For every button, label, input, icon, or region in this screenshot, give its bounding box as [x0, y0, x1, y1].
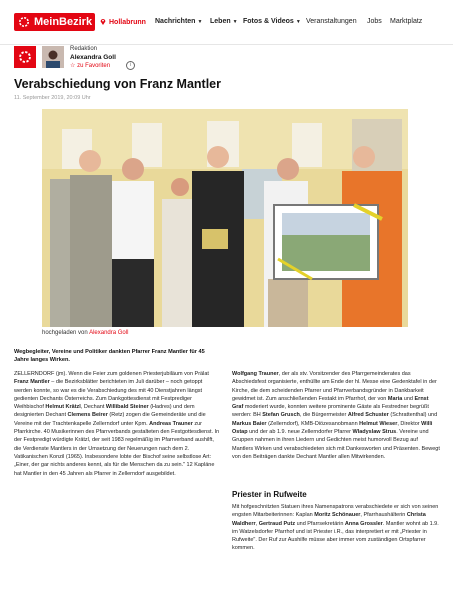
location-label: Hollabrunn [109, 19, 146, 26]
logo-text: MeinBezirk [34, 16, 93, 28]
chevron-down-icon: ▼ [295, 19, 301, 25]
person-name: Maria [387, 395, 403, 402]
publisher-logo-icon [14, 46, 36, 68]
body-text: , der als stv. Vorsitzender des Pfarrgemeinderates das Abschiedsfest organisierte, enthüllte am Ende der hl. Messe eine Gedenktafel in der Kirche, die dem scheidenden Pfarrer und Pfarrverbandsgründer in Dankbarkeit gewidmet ist. Zum anschließenden Festakt im Pfarrhof, der von [232, 371, 437, 402]
person-name: Clemens Beirer [67, 412, 108, 419]
body-text: und der ab 1.9. neue Zellerndorfer Pfarrer [247, 429, 353, 436]
person-name: Franz Mantler [14, 379, 50, 386]
person-name: Anna Grossler [344, 520, 383, 527]
photo-caption [42, 330, 128, 336]
location-link[interactable] [100, 18, 146, 26]
person-name: Wolfgang Trauner [232, 371, 279, 377]
info-icon[interactable]: i [126, 61, 135, 70]
caption-prefix: hochgeladen von [42, 330, 88, 336]
person-name: Markus Baier [232, 420, 267, 427]
person-name: Helmut Wieser [359, 420, 398, 427]
section-heading: Priester in Rufweite [232, 490, 307, 499]
body-text: ZELLERNDORF (jm). Wenn die Feier zum goldenen Priesterjubiläum von Prälat [14, 371, 209, 377]
nav-item-veranstaltungen[interactable] [306, 18, 357, 25]
favorite-label: zu Favoriten [77, 63, 111, 69]
logo-mark-icon [17, 15, 31, 29]
person-name: Willi Ostap [232, 420, 433, 436]
caption-author-link[interactable]: Alexandra Goll [89, 330, 129, 336]
location-pin-icon [100, 18, 106, 25]
nav-item-leben[interactable] [210, 18, 238, 25]
person-name: Helmut Krätzl [45, 404, 81, 411]
body-text: (Hadres) und dem designierten Dechant [14, 404, 195, 419]
chevron-down-icon: ▼ [197, 19, 203, 25]
article-title: Verabschiedung von Franz Mantler [14, 77, 221, 91]
article-body-column-1 [14, 370, 220, 478]
body-text: – die Bezirksblätter berichteten im Juli darüber – noch getoppt werden konnte, so war es die Verabschiedung des mit 40 Dienstjahren längst gedienten Dechants Österreichs. Zum Dankgottesdienst mit Festprediger Weihbischof [14, 379, 203, 411]
group-photo-illustration [42, 109, 408, 327]
person-name: Ernst Graf [232, 395, 429, 411]
body-text: zur Pfarrkirche. 40 Musikerinnen des Pfarrverbands gestalteten den Festgottesdienst. In der Festpredigt würdigte Krätzl, der seit 1983 regelmäßig im Pfarrverband aushilft, die Verdienste Mantlers in der Umsetzung der Neuerungen nach dem 2. Vatikanischen Konzil (1965). Insbesondere lobte der Bischof seine selbstlose Art: „Einer, der gar nichts anderes kennt, als für die Menschen da zu sein." 12 Kapläne hat Mantler in den 45 Jahren als Pfarrer in Zellerndorf ausgebildet. [14, 420, 220, 477]
nav-label: Nachrichten [155, 18, 196, 25]
nav-item-jobs[interactable] [367, 18, 382, 25]
body-text: , Pfarrhaushälterin [360, 512, 407, 519]
body-text: , Direktor [397, 420, 422, 427]
person-name: Andreas Trauner [149, 420, 193, 427]
add-favorite-button[interactable] [70, 62, 110, 69]
nav-label: Jobs [367, 18, 382, 25]
body-text: und Pfarrsekretärin [295, 520, 345, 527]
article-date: 11. September 2019, 20:09 Uhr [14, 95, 91, 101]
nav-label: Leben [210, 18, 231, 25]
article-lead: Wegbegleiter, Vereine und Politiker dankten Pfarrer Franz Mantler für 45 Jahre langes Wirken. [14, 349, 205, 363]
article-body-column-2 [232, 370, 440, 461]
person-name: Gertraud Putz [258, 520, 296, 527]
body-text: . Vereine und Gruppen nahmen in ihren Liedern und Gedichten meist humorvoll Bezug auf Mantlers Wirken und verabschiedeten sich mit Dankesworten und Präsenten. Bewegt von den Beiträgen dankte Dechant Mantler allen Mitwirkenden. [232, 429, 440, 460]
body-text: (Zellerndorf), KMB-Diözesanobmann [266, 420, 360, 427]
author-box [14, 44, 434, 72]
article-photo[interactable] [42, 109, 408, 327]
nav-label: Fotos & Videos [243, 18, 294, 25]
star-icon: ☆ [70, 63, 76, 69]
person-name: Moritz Schönauer [314, 512, 361, 519]
person-name: Wladyslaw Strus [352, 429, 397, 436]
top-navigation-bar [0, 0, 453, 45]
meinbezirk-logo[interactable] [14, 13, 95, 31]
nav-label: Marktplatz [390, 18, 423, 25]
body-text: , Dechant [80, 404, 106, 411]
nav-item-marktplatz[interactable] [390, 18, 422, 25]
nav-label: Veranstaltungen [306, 18, 357, 25]
chevron-down-icon: ▼ [232, 19, 238, 25]
body-text: und [402, 395, 415, 402]
body-text: , [255, 520, 259, 527]
author-role: Redaktion [70, 46, 98, 52]
author-avatar[interactable] [42, 46, 64, 68]
person-name: Christa Waldherr [232, 512, 426, 527]
nav-item-fotos-videos[interactable] [243, 18, 301, 25]
body-text: Mit hofgeschnitzten Statuen ihres Namenspatrons verabschiedete er sich von seinen engsten Mitarbeiterinnen: Kaplan [232, 504, 439, 519]
author-name[interactable]: Alexandra Goll [70, 54, 116, 61]
nav-item-nachrichten[interactable] [155, 18, 202, 25]
body-text: , die Bürgermeister [299, 412, 348, 419]
body-text: moderiert wurde, konnten weitere prominente Gäste als Festredner begrüßt werden: BH [232, 404, 429, 419]
person-name: Stefan Grusch [262, 412, 300, 419]
body-text: (Schrattenthal) und [388, 412, 438, 419]
body-text: (Retz) zogen die Gemeinderäte und die Vereine mit der Trachtenkapelle Zellerndorf unter Kpm. [14, 412, 206, 427]
article-body-column-3 [232, 503, 440, 553]
body-text: . Mantler wohnt ab 1.9. im Watzelsdorfer Pfarrhof und ist Priester i.R., das interpretiert er mit „Priester in Rufweite". Der Ruf zur Aushilfe müsse aber immer vom zuständigen Ortspfarrer kommen. [232, 520, 439, 552]
person-name: Willibald Steiner [105, 404, 149, 411]
person-name: Alfred Schuster [347, 412, 389, 419]
